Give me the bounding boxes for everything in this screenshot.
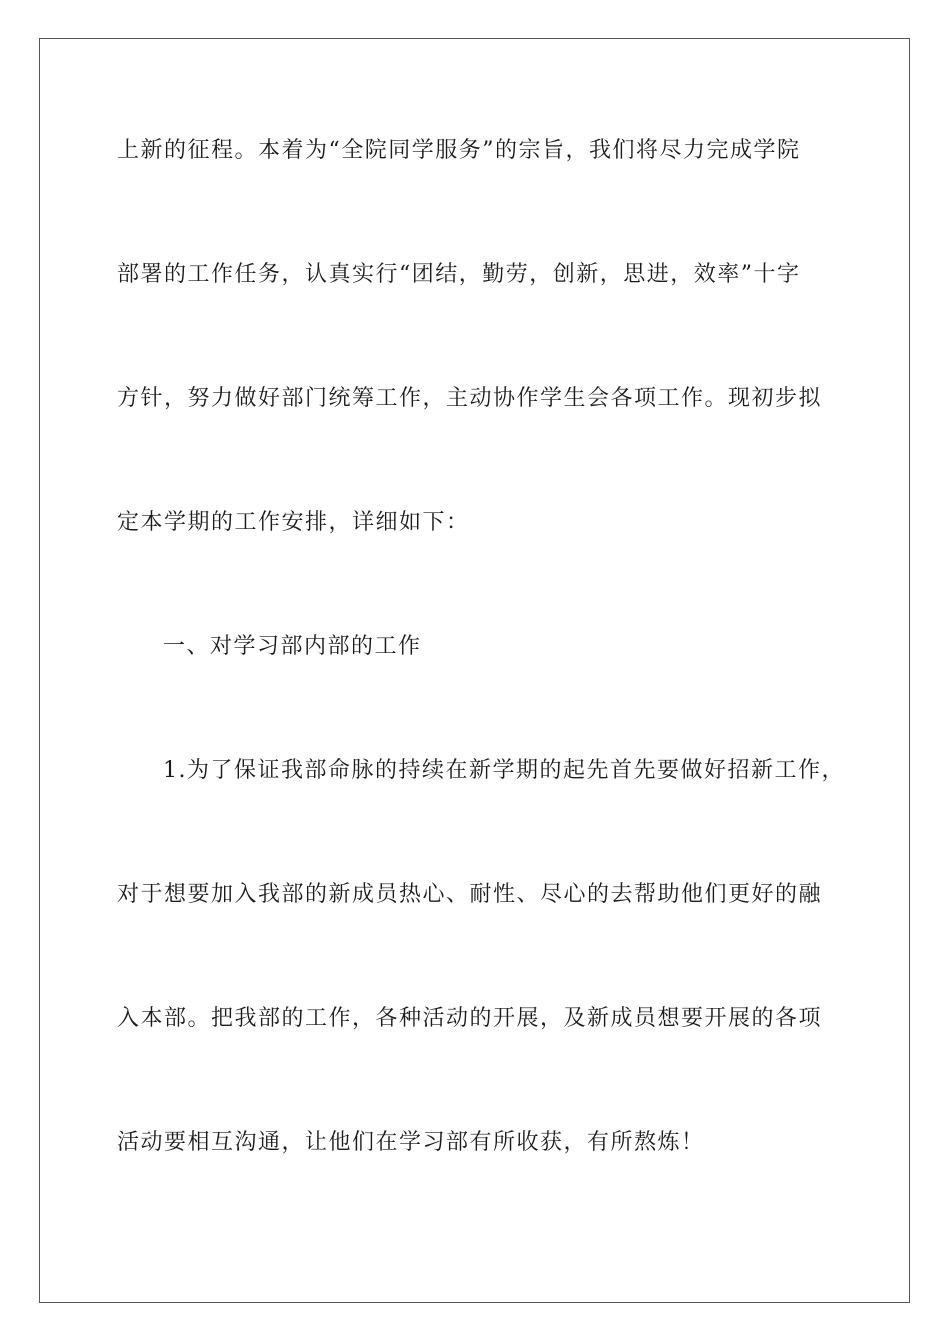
paragraph-line-5: 1.为了保证我部命脉的持续在新学期的起先首先要做好招新工作，: [163, 758, 845, 783]
paragraph-line-2: 部署的工作任务，认真实行“团结，勤劳，创新，思进，效率”十字: [117, 262, 801, 287]
paragraph-line-3: 方针，努力做好部门统筹工作，主动协作学生会各项工作。现初步拟: [117, 386, 823, 411]
paragraph-line-7: 入本部。把我部的工作，各种活动的开展，及新成员想要开展的各项: [117, 1006, 823, 1031]
paragraph-line-4: 定本学期的工作安排，详细如下：: [117, 510, 470, 535]
section-heading: 一、对学习部内部的工作: [163, 634, 422, 659]
paragraph-line-1: 上新的征程。本着为“全院同学服务”的宗旨，我们将尽力完成学院: [117, 138, 801, 163]
page-border: [39, 38, 910, 1303]
paragraph-line-6: 对于想要加入我部的新成员热心、耐性、尽心的去帮助他们更好的融: [117, 882, 823, 907]
paragraph-line-8: 活动要相互沟通，让他们在学习部有所收获，有所熬炼！: [117, 1130, 705, 1155]
